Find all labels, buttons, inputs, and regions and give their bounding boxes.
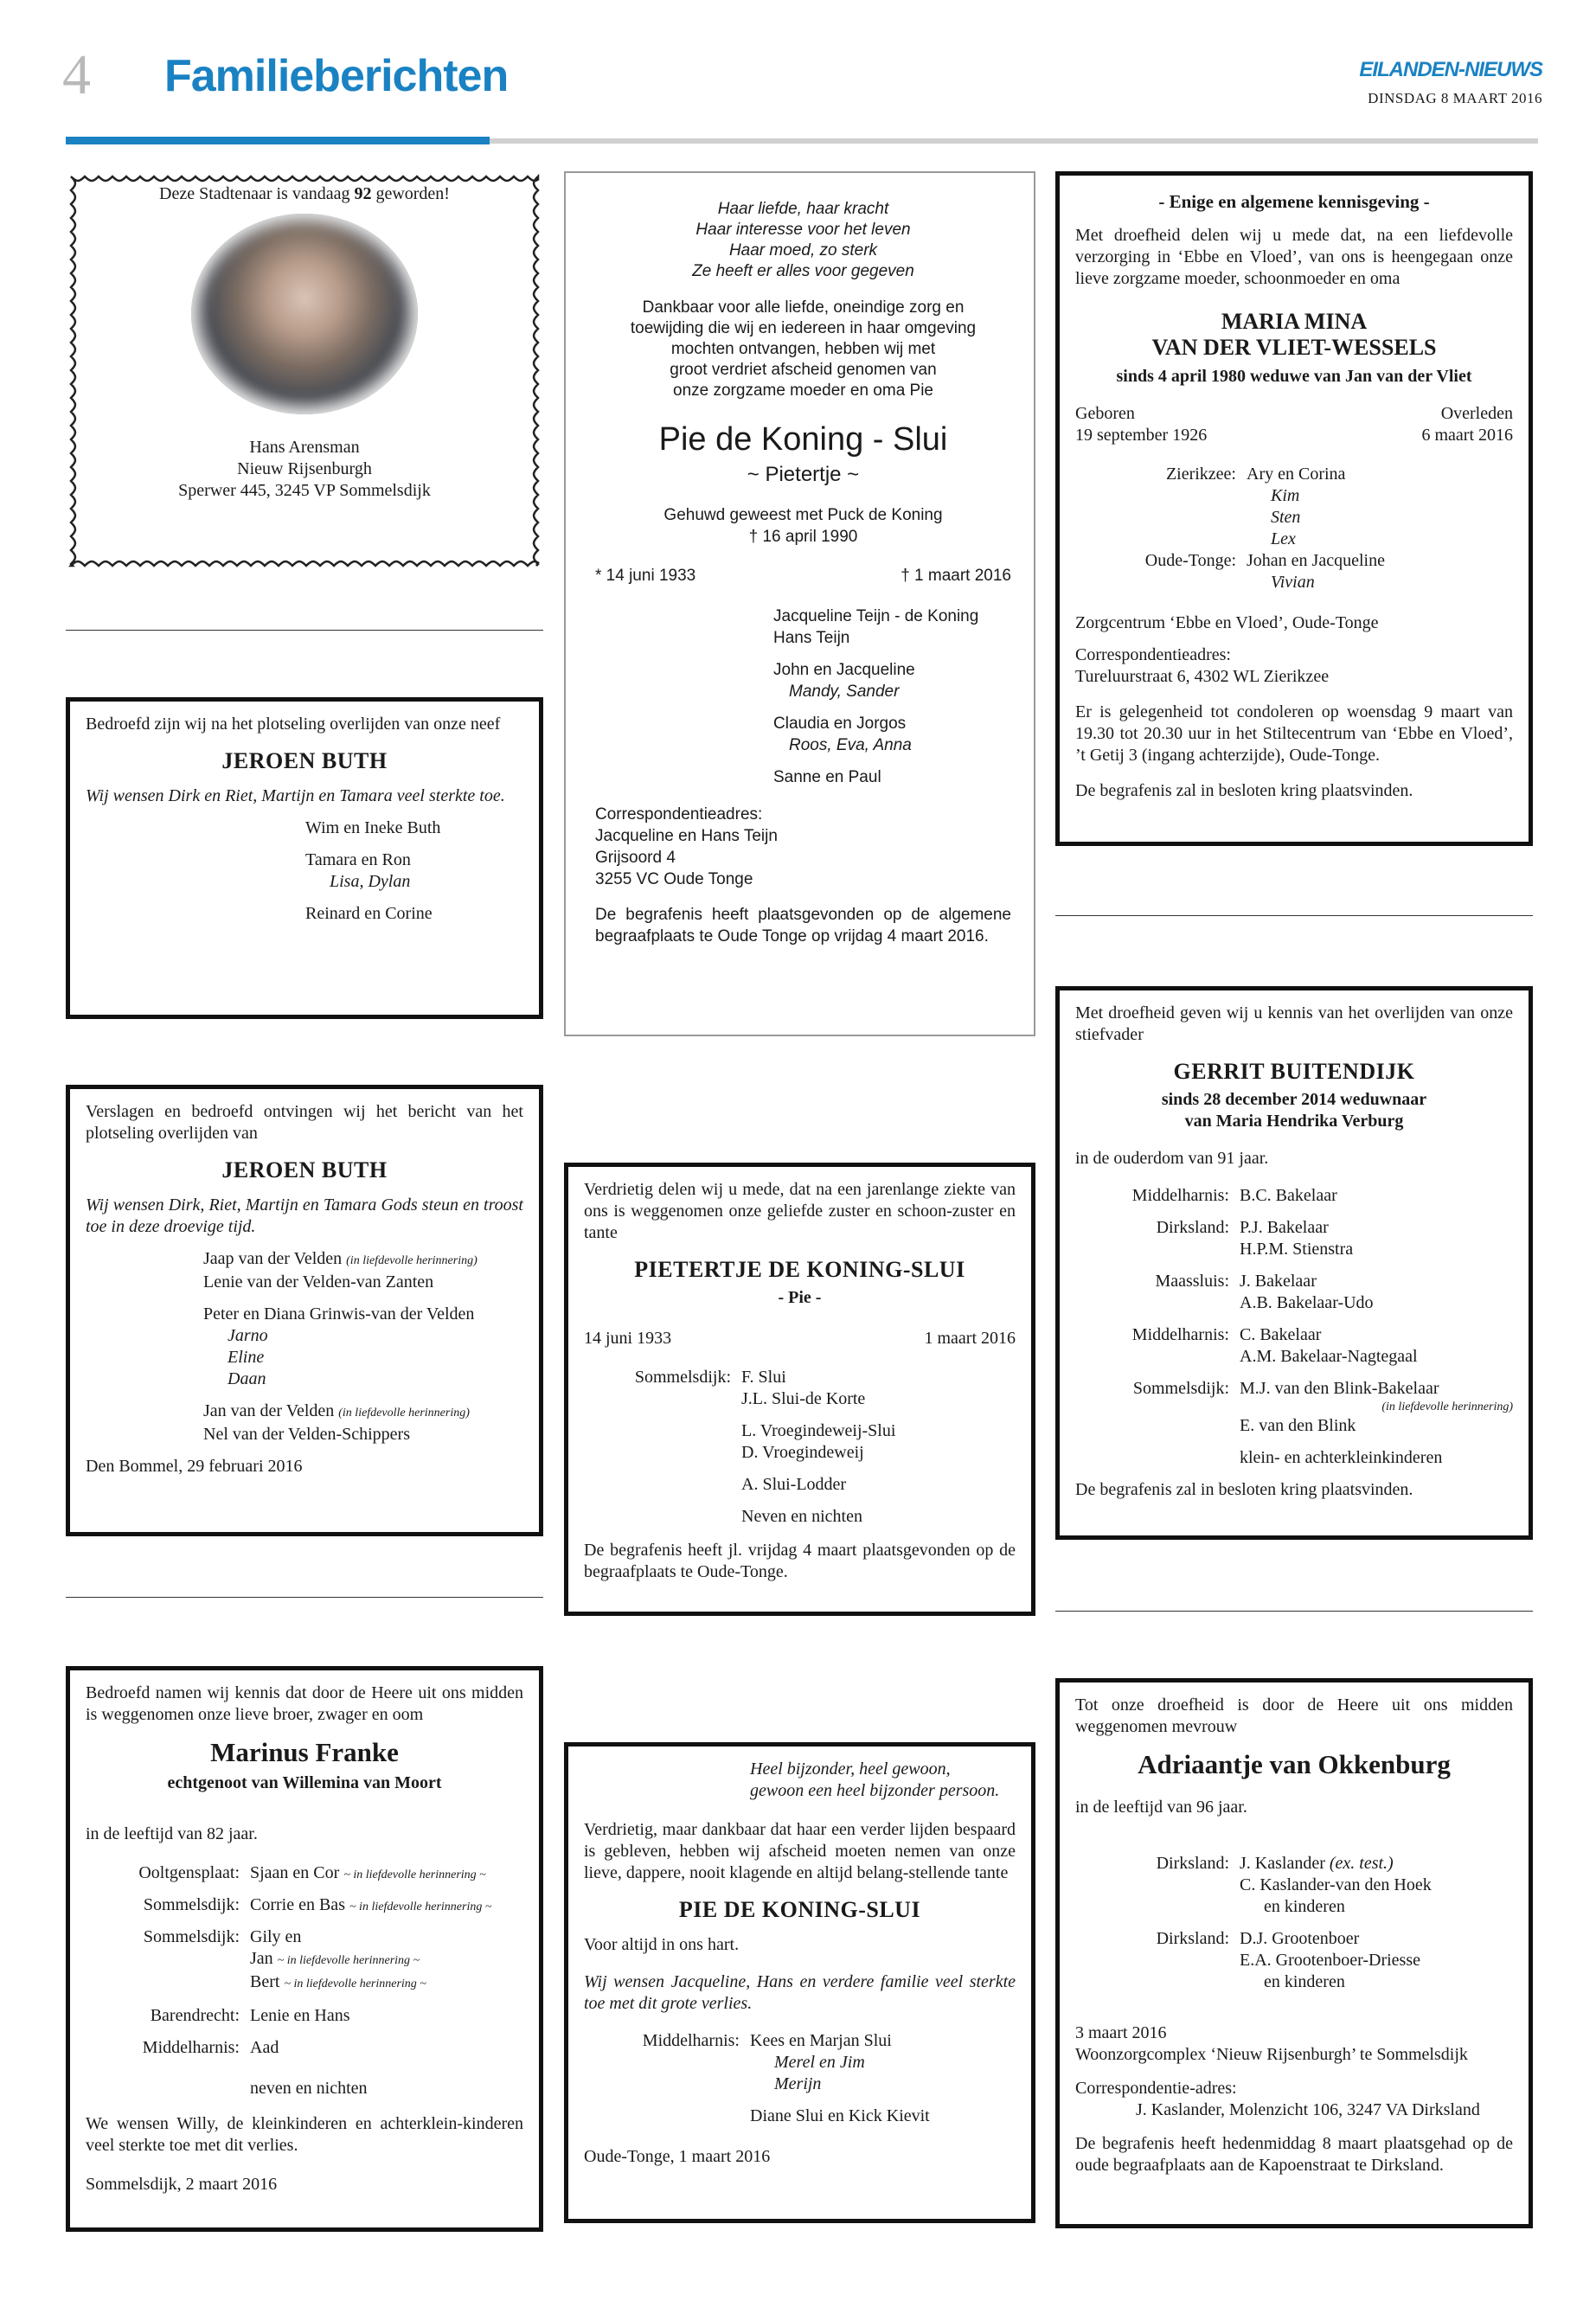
notice-intro: Met droefheid geven wij u kennis van het overlijden van onze stiefvader: [1075, 1003, 1513, 1044]
family-row: Oude-Tonge: Johan en Jacqueline Vivian: [1144, 551, 1385, 592]
notice-franke: [66, 1666, 543, 2232]
notice-intro: Met droefheid delen wij u mede dat, na een liefdevolle verzorging in ‘Ebbe en Vloed’, van ons is heengegaan onze lieve zorgzame moeder, schoonmoeder en oma: [1075, 226, 1513, 288]
notice-van-okkenburg: [1055, 1678, 1533, 2228]
birthday-place: Nieuw Rijsenburgh: [237, 459, 372, 478]
notice-wish: Wij wensen Jacqueline, Hans en verdere familie veel sterkte toe met dit grote verlies.: [584, 1972, 1016, 2013]
separator: [1055, 1611, 1533, 1612]
separator: [66, 630, 543, 631]
funeral-info: De begrafenis heeft jl. vrijdag 4 maart plaatsgevonden op de begraafplaats te Oude-Tonge.: [584, 1541, 1016, 1581]
always-line: Voor altijd in ons hart.: [584, 1935, 740, 1954]
care-home: Zorgcentrum ‘Ebbe en Vloed’, Oude-Tonge: [1075, 613, 1379, 632]
page-date: DINSDAG 8 MAART 2016: [1368, 90, 1542, 106]
header-rule-accent: [66, 137, 490, 144]
notice-date: 3 maart 2016: [1075, 2023, 1167, 2042]
family-row: Dirksland: D.J. Grootenboer E.A. Grootenboer-Driesse en kinderen: [1156, 1929, 1420, 1991]
nickname: ~ Pietertje ~: [747, 463, 860, 486]
notice-intro: Bedroefd zijn wij na het plotseling overlijden van onze neef: [86, 715, 501, 734]
signer: Jan van der Velden (in liefdevolle herinnering): [203, 1401, 470, 1420]
birthday-line: Deze Stadtenaar is vandaag 92 geworden!: [159, 184, 450, 203]
age-line: in de leeftijd van 82 jaar.: [86, 1824, 258, 1843]
deceased-name: JEROEN BUTH: [221, 748, 388, 773]
signer: Tamara en Ron: [305, 850, 411, 869]
deceased-name: GERRIT BUITENDIJK: [1173, 1059, 1415, 1084]
signer: Jaap van der Velden (in liefdevolle herinnering): [203, 1249, 478, 1268]
life-dates: 14 juni 1933 1 maart 2016: [584, 1329, 1016, 1348]
life-dates: 19 september 1926 6 maart 2016: [1075, 426, 1513, 445]
family-row: Sommelsdijk: Corrie en Bas ~ in liefdevolle herinnering ~: [143, 1895, 492, 1914]
notice-wish: Wij wensen Dirk en Riet, Martijn en Tamara veel sterkte toe.: [86, 786, 505, 805]
signer-children: Lisa, Dylan: [330, 872, 411, 891]
funeral-info: De begrafenis zal in besloten kring plaatsvinden.: [1075, 781, 1413, 800]
signer: Reinard en Corine: [305, 904, 433, 923]
newspaper-logo: EILANDEN-NIEUWS: [1359, 58, 1542, 81]
care-home: Woonzorgcomplex ‘Nieuw Rijsenburgh’ te Sommelsdijk: [1075, 2045, 1468, 2064]
signer: Wim en Ineke Buth: [305, 818, 441, 837]
funeral-info: De begrafenis heeft plaatsgevonden op de algemene begraafplaats te Oude Tonge op vrijdag 4 maart 2016.: [595, 906, 1011, 945]
family-row: Middelharnis: C. Bakelaar A.M. Bakelaar-Nagtegaal: [1131, 1325, 1418, 1366]
notice-closing: Den Bommel, 29 februari 2016: [86, 1457, 303, 1476]
family-row: Ooltgensplaat: Sjaan en Cor ~ in liefdevolle herinnering ~: [138, 1863, 486, 1882]
notice-intro: Bedroefd namen wij kennis dat door de Heere uit ons midden is weggenomen onze lieve broer, zwager en oom: [86, 1683, 523, 1724]
notice-pie-nephews: [564, 1742, 1035, 2223]
family-row: Sommelsdijk: Gily en: [143, 1927, 302, 1946]
notice-intro: Verdrietig delen wij u mede, dat na een jarenlange ziekte van ons is weggenomen onze geliefde zuster en schoon-zuster en tante: [584, 1180, 1016, 1242]
section-title: Familieberichten: [164, 51, 509, 101]
age-line: in de ouderdom van 91 jaar.: [1075, 1149, 1269, 1168]
deceased-name: MARIA MINA VAN DER VLIET-WESSELS: [1151, 309, 1437, 360]
birthday-address: Sperwer 445, 3245 VP Sommelsdijk: [178, 481, 431, 500]
birthday-name: Hans Arensman: [249, 438, 360, 457]
page-number: 4: [62, 43, 91, 106]
family-row: Zierikzee: Ary en Corina Kim Sten Lex: [1165, 465, 1346, 548]
separator: [1055, 915, 1533, 916]
family-row: Middelharnis: Aad: [142, 2038, 279, 2057]
widower-line: van Maria Hendrika Verburg: [1184, 1112, 1404, 1131]
age-line: in de leeftijd van 96 jaar.: [1075, 1798, 1247, 1817]
notice-buitendijk: [1055, 986, 1533, 1540]
child-name: Daan: [228, 1369, 266, 1388]
signer: Lenie van der Velden-van Zanten: [203, 1272, 434, 1292]
family-row: Middelharnis: Kees en Marjan Slui Merel en Jim Merijn Diane Slui en Kick Kievit: [642, 2031, 930, 2125]
deceased-name: PIETERTJE DE KONING-SLUI: [634, 1257, 965, 1282]
correspondence-address: Correspondentieadres: Jacqueline en Hans Teijn Grijsoord 4 3255 VC Oude Tonge: [595, 805, 778, 888]
notice-intro: Tot onze droefheid is door de Heere uit ons midden weggenomen mevrouw: [1075, 1695, 1513, 1736]
spouse-line: echtgenoot van Willemina van Moort: [167, 1773, 442, 1792]
condolence-info: Er is gelegenheid tot condoleren op woensdag 9 maart van 19.30 tot 20.30 uur in het Stiltecentrum van ‘Ebbe en Vloed’, ’t Getij 3 (ingang achterzijde), Oude-Tonge.: [1075, 702, 1513, 765]
married-line: Gehuwd geweest met Puck de Koning: [663, 506, 943, 524]
notice-pie-family: [564, 171, 1035, 1036]
family-row: Sommelsdijk: F. Slui J.L. Slui-de Korte L. Vroegindeweij-Slui D. Vroegindeweij A. Slui-Lodder Neven en nichten: [634, 1368, 896, 1526]
signer: Nel van der Velden-Schippers: [203, 1425, 411, 1444]
notice-wish: We wensen Willy, de kleinkinderen en achterklein-kinderen veel sterkte toe met dit verlies.: [86, 2114, 523, 2155]
notice-intro: Verdrietig, maar dankbaar dat haar een verder lijden bespaard is gebleven, hebben wij afscheid moeten nemen van onze lieve, dappere, nooit klagende en altijd belang-stellende tante: [584, 1820, 1016, 1882]
correspondence-address: Tureluurstraat 6, 4302 WL Zierikzee: [1075, 667, 1330, 686]
widower-line: sinds 28 december 2014 weduwnaar: [1161, 1090, 1427, 1109]
nickname: - Pie -: [778, 1288, 822, 1307]
family-row: Dirksland: P.J. Bakelaar H.P.M. Stienstra: [1156, 1218, 1354, 1259]
thanks-text: Dankbaar voor alle liefde, oneindige zorg en toewijding die wij en iedereen in haar omgeving mochten ontvangen, hebben wij met groot verdriet afscheid genomen van onze zorgzame moeder en oma Pie: [630, 298, 977, 400]
child-name: Eline: [228, 1348, 265, 1367]
deceased-name: Pie de Koning - Slui: [658, 421, 948, 458]
signer: Peter en Diana Grinwis-van der Velden: [203, 1304, 475, 1324]
family-row: Jan ~ in liefdevolle herinnering ~: [250, 1949, 420, 1968]
life-dates-labels: Geboren Overleden: [1075, 404, 1513, 423]
family-row: Sommelsdijk: M.J. van den Blink-Bakelaar (in liefdevolle herinnering) E. van den Blink klein- en achterkleinkinderen: [1132, 1379, 1513, 1467]
correspondence-label: Correspondentie-adres:: [1075, 2079, 1237, 2098]
birthday-notice: [66, 171, 543, 571]
notice-intro: Verslagen en bedroefd ontvingen wij het bericht van het plotseling overlijden van: [86, 1102, 523, 1143]
family-list: Jacqueline Teijn - de Koning Hans Teijn John en Jacqueline Mandy, Sander Claudia en Jorgos Roos, Eva, Anna Sanne en Paul: [773, 607, 979, 786]
separator: [66, 1597, 543, 1598]
deceased-name: Marinus Franke: [210, 1737, 399, 1767]
deceased-name: Adriaantje van Okkenburg: [1138, 1749, 1451, 1779]
child-name: Jarno: [228, 1326, 268, 1345]
correspondence-address: J. Kaslander, Molenzicht 106, 3247 VA Dirksland: [1136, 2100, 1480, 2119]
notice-pie-siblings: [564, 1163, 1035, 1616]
notice-closing: Sommelsdijk, 2 maart 2016: [86, 2175, 278, 2194]
funeral-info: De begrafenis zal in besloten kring plaatsvinden.: [1075, 1480, 1413, 1499]
header-rule: [490, 138, 1538, 144]
family-row: Barendrecht: Lenie en Hans: [150, 2006, 350, 2025]
nephews-line: neven en nichten: [250, 2079, 368, 2098]
portrait-photo: [191, 214, 418, 414]
married-died: † 16 april 1990: [748, 528, 858, 546]
notice-van-der-vliet: [1055, 171, 1533, 846]
widow-line: sinds 4 april 1980 weduwe van Jan van der Vliet: [1116, 367, 1472, 386]
poem: Heel bijzonder, heel gewoon, gewoon een heel bijzonder persoon.: [750, 1759, 1000, 1800]
family-row: Middelharnis: B.C. Bakelaar: [1131, 1186, 1337, 1205]
correspondence-label: Correspondentieadres:: [1075, 645, 1231, 664]
poem: Haar liefde, haar kracht Haar interesse voor het leven Haar moed, zo sterk Ze heeft er alles voor gegeven: [692, 200, 914, 280]
notice-wish: Wij wensen Dirk, Riet, Martijn en Tamara Gods steun en troost toe in deze droevige tijd.: [86, 1195, 523, 1236]
deceased-name: JEROEN BUTH: [221, 1157, 388, 1183]
deceased-name: PIE DE KONING-SLUI: [678, 1897, 921, 1922]
notice-heading: - Enige en algemene kennisgeving -: [1158, 191, 1430, 212]
family-row: Maassluis: J. Bakelaar A.B. Bakelaar-Udo: [1155, 1272, 1374, 1312]
funeral-info: De begrafenis heeft hedenmiddag 8 maart plaatsgehad op de oude begraafplaats aan de Kapoenstraat te Dirksland.: [1075, 2134, 1513, 2175]
notice-buth-1: [66, 697, 543, 1019]
life-dates: * 14 juni 1933 † 1 maart 2016: [595, 567, 1011, 585]
notice-closing: Oude-Tonge, 1 maart 2016: [584, 2147, 771, 2166]
family-row: Bert ~ in liefdevolle herinnering ~: [250, 1972, 426, 1991]
notice-buth-2: [66, 1085, 543, 1536]
family-row: Dirksland: J. Kaslander (ex. test.) C. Kaslander-van den Hoek en kinderen: [1156, 1854, 1432, 1916]
